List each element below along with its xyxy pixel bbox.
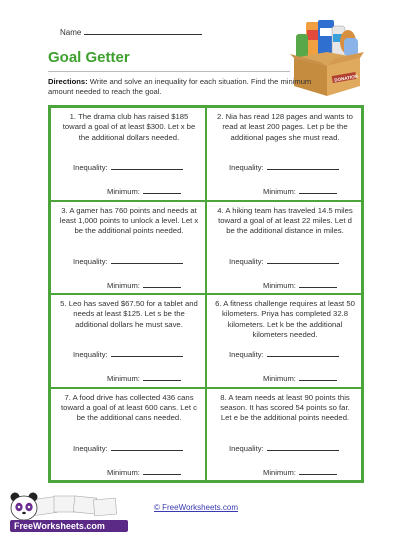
inequality-row: Inequality: [229, 442, 355, 453]
directions-text: Write and solve an inequality for each situation. Find the minimum amount needed to reach the goal. [48, 77, 312, 96]
problem-text: 1. The drama club has raised $185 toward a goal of at least $300. Let x be the additional dollars needed. [62, 112, 196, 142]
problem-box-8 [206, 388, 362, 482]
minimum-row: Minimum: [263, 372, 337, 383]
name-field [60, 26, 202, 37]
problem-box-3 [50, 201, 206, 295]
inequality-blank[interactable] [111, 255, 183, 264]
problem-text: 4. A hiking team has traveled 14.5 miles toward a goal of at least 22 miles. Let d be the additional distance in miles. [217, 205, 353, 236]
name-label: Name [60, 28, 82, 37]
minimum-blank[interactable] [299, 185, 337, 194]
problem-box-5 [50, 294, 206, 388]
inequality-blank[interactable] [111, 442, 183, 451]
minimum-row: Minimum: [107, 466, 181, 477]
inequality-blank[interactable] [267, 442, 339, 451]
problem-text: 5. Leo has saved $67.50 for a tablet and needs at least $125. Let s be the additional dollars he must save. [60, 299, 198, 329]
minimum-blank[interactable] [143, 372, 181, 381]
donation-label: DONATION [333, 73, 359, 83]
inequality-blank[interactable] [111, 348, 183, 357]
problem-grid [48, 105, 364, 483]
minimum-blank[interactable] [299, 372, 337, 381]
name-blank-line[interactable] [84, 26, 202, 35]
minimum-blank[interactable] [143, 466, 181, 475]
problem-box-4 [206, 201, 362, 295]
inequality-blank[interactable] [267, 255, 339, 264]
minimum-row: Minimum: [107, 185, 181, 196]
problem-box-2 [206, 107, 362, 201]
inequality-row: Inequality: [73, 255, 199, 266]
inequality-row: Inequality: [73, 348, 199, 359]
freeworksheets-logo [4, 488, 130, 536]
minimum-row: Minimum: [263, 279, 337, 290]
logo-text: FreeWorksheets.com [14, 521, 105, 531]
footer-copyright-link[interactable]: © FreeWorksheets.com [154, 503, 238, 512]
inequality-blank[interactable] [267, 161, 339, 170]
problem-box-6 [206, 294, 362, 388]
worksheet-title: Goal Getter [48, 49, 130, 66]
inequality-row: Inequality: [73, 442, 199, 453]
minimum-row: Minimum: [263, 185, 337, 196]
minimum-blank[interactable] [143, 279, 181, 288]
inequality-row: Inequality: [73, 161, 199, 172]
minimum-row: Minimum: [107, 279, 181, 290]
problem-box-1 [50, 107, 206, 201]
directions-label: Directions: [48, 77, 88, 86]
problem-text: 6. A fitness challenge requires at least 50 kilometers. Priya has completed 32.8 kilometers. Let k be the additional kilometers needed. [215, 299, 355, 339]
problem-text: 2. Nia has read 128 pages and wants to read at least 200 pages. Let p be the additional pages she must read. [217, 112, 353, 142]
minimum-row: Minimum: [263, 466, 337, 477]
title-divider [48, 71, 290, 72]
minimum-blank[interactable] [299, 279, 337, 288]
inequality-row: Inequality: [229, 348, 355, 359]
inequality-blank[interactable] [111, 161, 183, 170]
problem-text: 8. A team needs at least 90 points this season. It has scored 54 points so far. Let e be the additional points needed. [220, 392, 350, 423]
inequality-blank[interactable] [267, 348, 339, 357]
minimum-blank[interactable] [143, 185, 181, 194]
problem-text: 7. A food drive has collected 436 cans toward a goal of at least 600 cans. Let c be the additional cans needed. [61, 392, 197, 423]
directions [48, 77, 338, 97]
minimum-row: Minimum: [107, 372, 181, 383]
inequality-row: Inequality: [229, 255, 355, 266]
minimum-blank[interactable] [299, 466, 337, 475]
inequality-row: Inequality: [229, 161, 355, 172]
problem-box-7 [50, 388, 206, 482]
problem-text: 3. A gamer has 760 points and needs at least 1,000 points to unlock a level. Let x be the additional points needed. [59, 205, 199, 236]
